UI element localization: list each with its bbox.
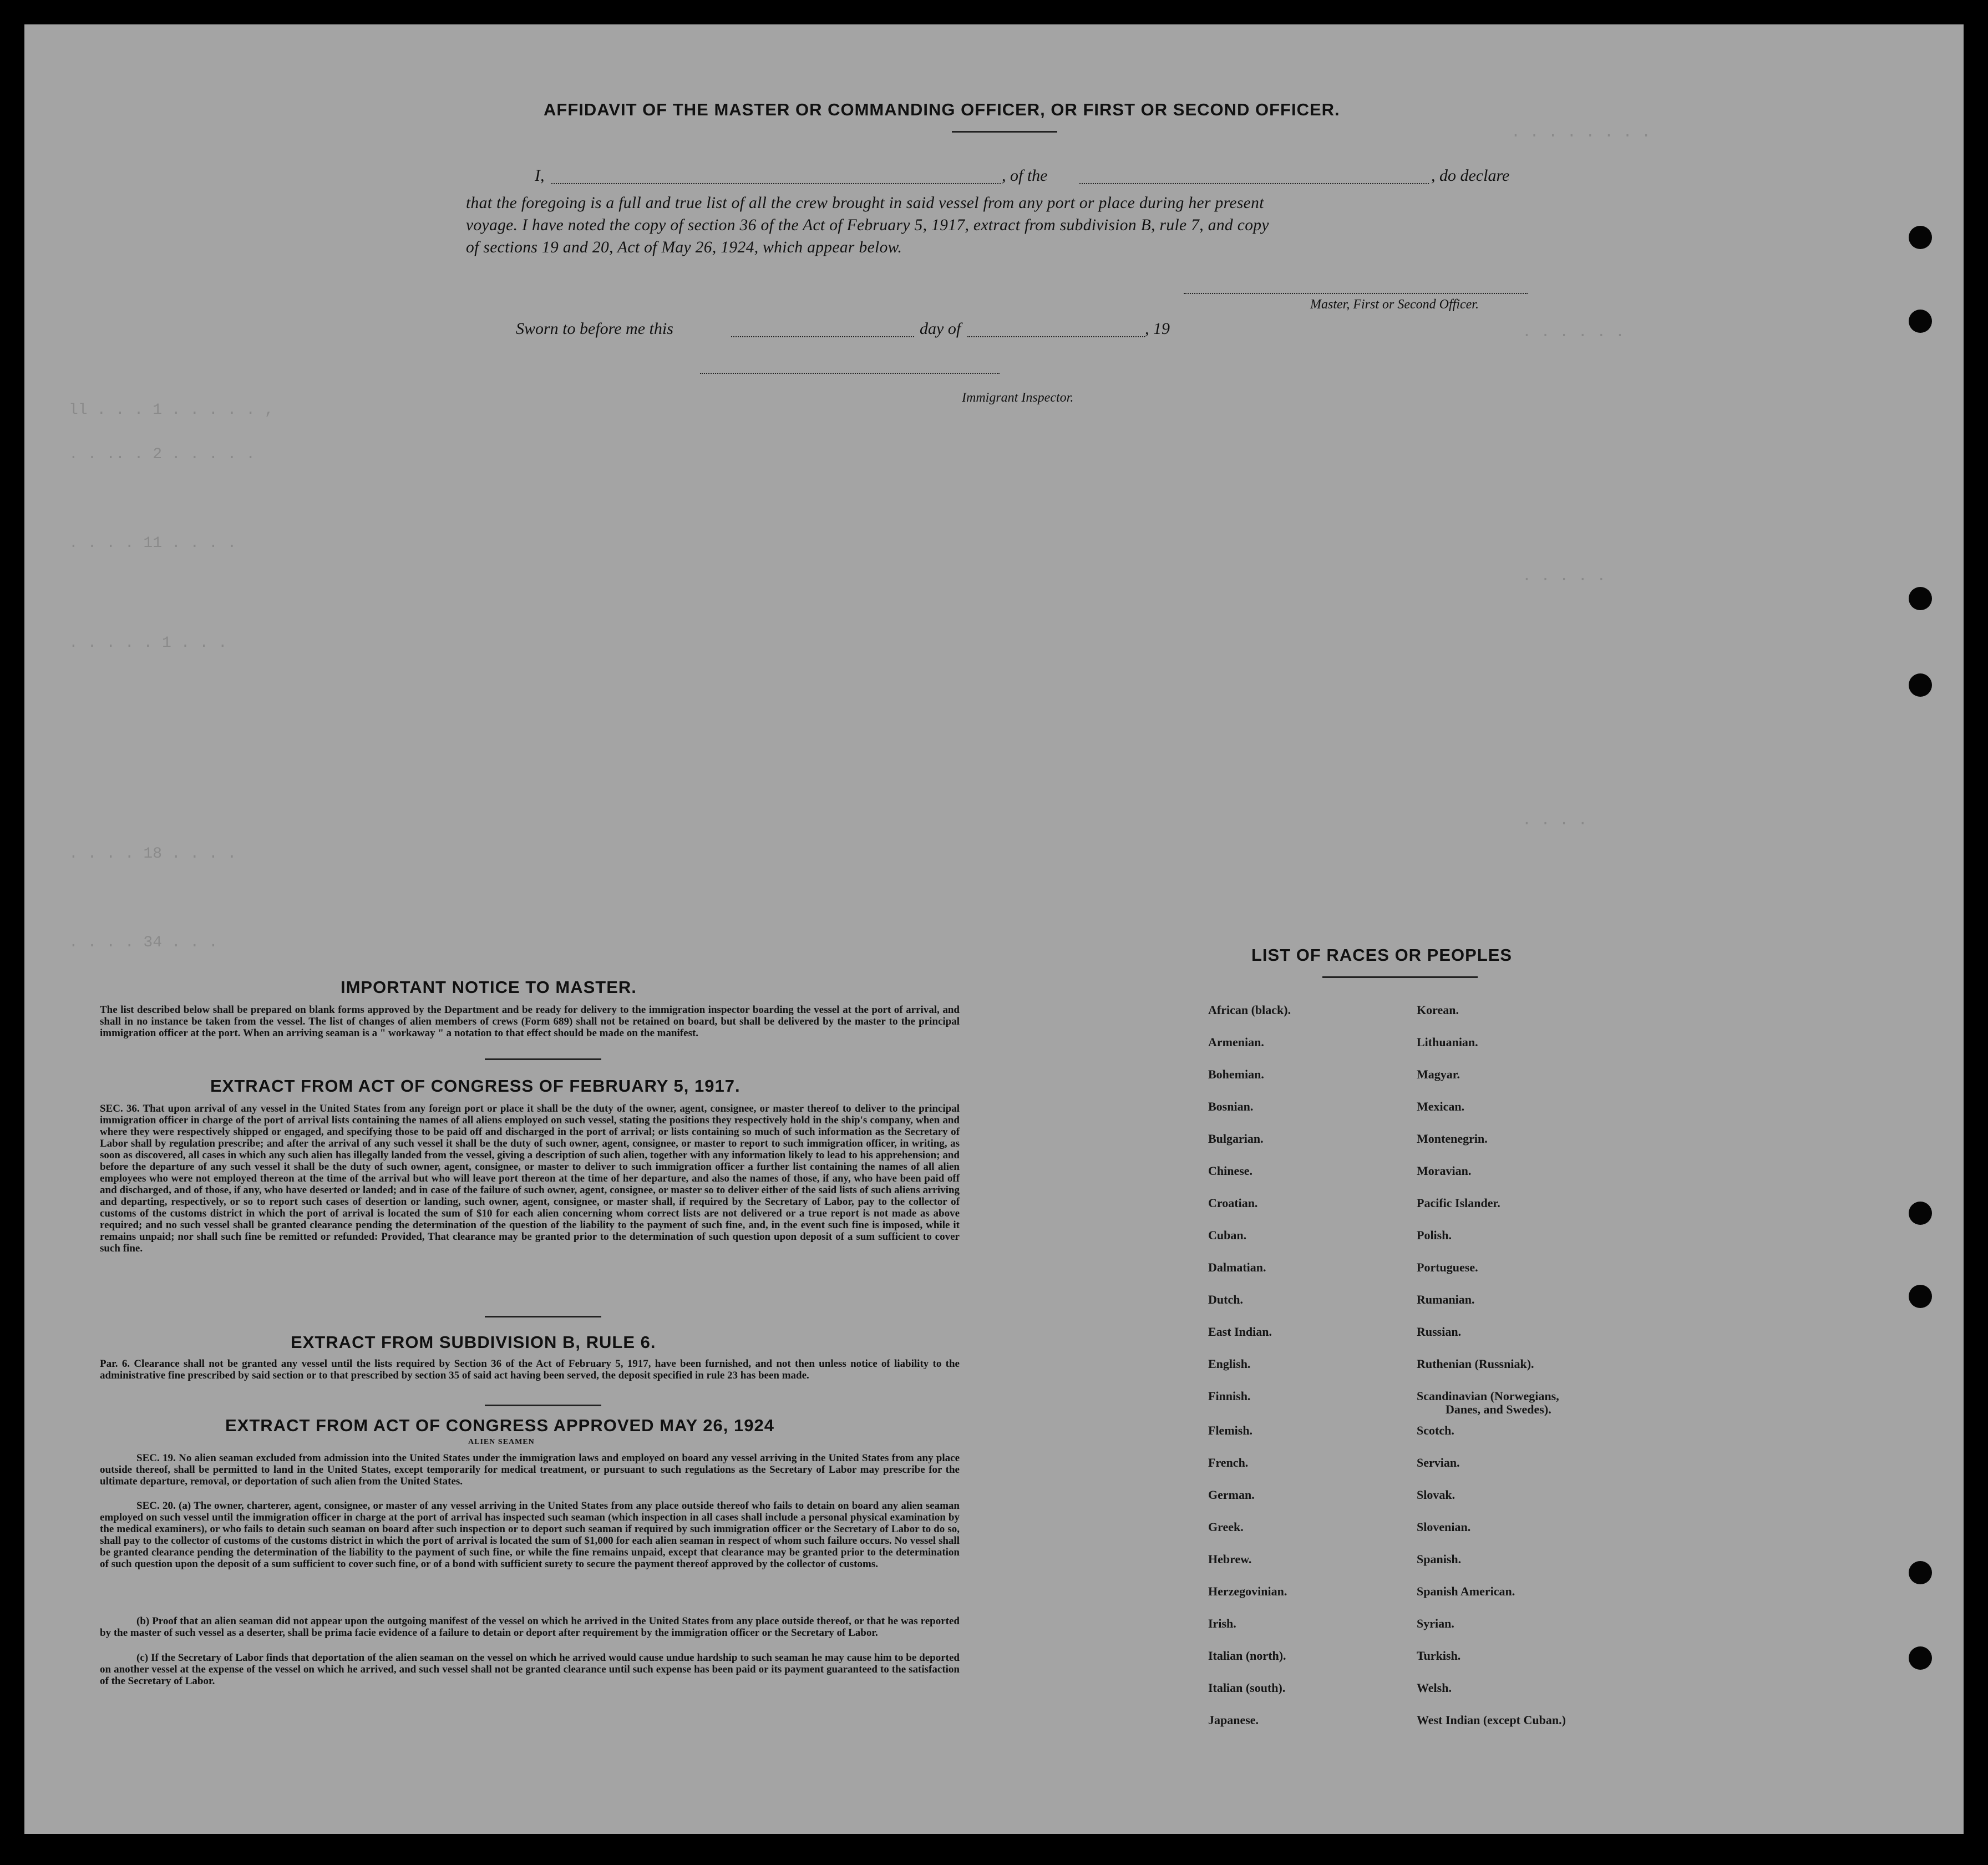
race-item: Polish. [1417,1228,1452,1242]
race-item: Slovak. [1417,1488,1456,1502]
race-item: German. [1208,1488,1255,1502]
signature-caption: Master, First or Second Officer. [1310,297,1479,312]
affidavit-body-line-3: of sections 19 and 20, Act of May 26, 1924, which appear below. [466,239,902,256]
race-item: Japanese. [1208,1713,1259,1727]
race-item: Scandinavian (Norwegians, [1417,1389,1559,1403]
race-item: Korean. [1417,1003,1459,1017]
race-item: Syrian. [1417,1616,1454,1630]
extract-1917-text: SEC. 36. That upon arrival of any vessel in the United States from any foreign port or place it shall be the duty of the owner, agent, consignee, or master thereof to deliver to the principal immigration officer in charge of the port of arrival lists containing the names of all aliens employed on such vessel, stating the positions they respectively hold in the ship's company, when and where they were respectively shipped or engaged, and specifying those to be paid off and discharged in the port of arrival; or lists containing so much of such information as the Secretary of Labor shall by regulation prescribe; and after the arrival of any such vessel it shall be the duty of such owner, agent, consignee, or master to report to such immigration officer, in writing, as soon as discovered, all cases in which any such alien has illegally landed from the vessel, giving a description of such alien, together with any information likely to lead to his apprehension; and before the departure of any such vessel it shall be the duty of such owner, agent, consignee, or master to deliver to such immigration officer a further list containing the names of all alien employees who were not employed thereon at the time of the arrival but who will leave port thereon at the time of her departure, and also the names of those, if any, who have been paid off and discharged, and of those, if any, who have deserted or landed; and in case of the failure of such owner, agent, consignee, or master so to deliver either of the said lists of such aliens arriving and departing, respectively, or so to report such cases of desertion or landing, such owner, agent, consignee, or master shall, if required by the Secretary of Labor, pay to the collector of customs of the customs district in which the port of arrival is located the sum of $10 for each alien concerning whom correct lists are not delivered or a true report is not made as above required; and no such vessel shall be granted clearance pending the determination of the question of the liability to the payment of such fine, and, in the event such fine is imposed, while it remains unpaid; nor shall such fine be remitted or refunded: Provided, That clearance may be granted prior to the determination of such question upon deposit of a sum sufficient to cover such fine. [100,1103,960,1254]
year-prefix: , 19 [1145,320,1170,338]
divider [485,1058,601,1060]
inspector-signature-line[interactable] [700,373,1000,374]
race-item-continuation: Danes, and Swedes). [1446,1402,1551,1416]
race-item: Servian. [1417,1456,1460,1469]
affidavit-of-the-label: , of the [1002,166,1048,185]
extract-1917-title: EXTRACT FROM ACT OF CONGRESS OF FEBRUARY 5, 1917. [210,1076,741,1096]
binder-hole [1909,1285,1932,1308]
race-item: Pacific Islander. [1417,1196,1500,1210]
race-item: Italian (south). [1208,1681,1286,1695]
race-item: Flemish. [1208,1423,1253,1437]
race-item: Spanish. [1417,1552,1462,1566]
extract-1924-sec19: SEC. 19. No alien seaman excluded from admission into the United States under the immigration laws and employed on board any vessel arriving in the United States from any place outside thereof, shall be permitted to land in the United States, except temporarily for medical treatment, or pursuant to such regulations as the Secretary of Labor may prescribe for the ultimate departure, removal, or deportation of such alien from the United States. [100,1452,960,1487]
race-item: Mexican. [1417,1099,1465,1113]
race-item: Chinese. [1208,1164,1253,1178]
race-item: Russian. [1417,1325,1462,1339]
race-item: Lithuanian. [1417,1035,1478,1049]
notice-text: The list described below shall be prepared on blank forms approved by the Department and be ready for delivery to the immigration inspector boarding the vessel at the port of arrival, and shall in no instance be taken from the vessel. The list of changes of alien members of crews (Form 689) shall not be retained on board, but shall be delivered by the master to the principal immigration officer at the port. When an arriving seaman is a " workaway " a notation to that effect should be made on the manifest. [100,1004,960,1039]
race-item: Spanish American. [1417,1584,1515,1598]
race-item: West Indian (except Cuban.) [1417,1713,1566,1727]
divider [485,1316,601,1317]
sworn-day-line[interactable] [731,336,914,337]
race-item: Armenian. [1208,1035,1264,1049]
race-item: Scotch. [1417,1423,1454,1437]
affidavit-i-label: I, [535,166,545,185]
race-item: Bosnian. [1208,1099,1254,1113]
extract-1924-sec20c: (c) If the Secretary of Labor finds that deportation of the alien seaman on the vessel on which he arrived would cause undue hardship to such seaman he may cause him to be deported on another vessel at the expense of the vessel on which he arrived, and such vessel shall not be granted clearance until such expense has been paid or its payment guaranteed to the satisfaction of the Secretary of Labor. [100,1652,960,1687]
race-item: Croatian. [1208,1196,1258,1210]
affidavit-body-line-1: that the foregoing is a full and true list of all the crew brought in said vessel from any port or place during her present [466,194,1264,212]
affidavit-do-declare: , do declare [1431,166,1510,185]
race-item: East Indian. [1208,1325,1272,1339]
binder-hole [1909,587,1932,610]
binder-hole [1909,226,1932,249]
affidavit-title: AFFIDAVIT OF THE MASTER OR COMMANDING OFFICER, OR FIRST OR SECOND OFFICER. [544,100,1340,119]
affidavit-body-line-2: voyage. I have noted the copy of section 36 of the Act of February 5, 1917, extract from subdivision B, rule 7, and copy [466,216,1269,234]
race-item: English. [1208,1357,1251,1371]
binder-hole [1909,310,1932,333]
race-item: Portuguese. [1417,1260,1478,1274]
extract-rule6-title: EXTRACT FROM SUBDIVISION B, RULE 6. [291,1332,656,1352]
race-item: Irish. [1208,1616,1236,1630]
race-item: Slovenian. [1417,1520,1471,1534]
notice-title: IMPORTANT NOTICE TO MASTER. [341,977,637,997]
race-item: Cuban. [1208,1228,1247,1242]
race-item: Hebrew. [1208,1552,1252,1566]
race-item: French. [1208,1456,1249,1469]
race-item: Turkish. [1417,1649,1461,1663]
binder-hole [1909,673,1932,697]
race-item: Bohemian. [1208,1067,1264,1081]
races-title: LIST OF RACES OR PEOPLES [1251,945,1513,965]
race-item: Welsh. [1417,1681,1452,1695]
divider [952,131,1057,133]
extract-1924-sec20b: (b) Proof that an alien seaman did not appear upon the outgoing manifest of the vessel on which he arrived in the United States from any place outside thereof, or that he was reported by the master of such vessel as a deserter, shall be prima facie evidence of a failure to detain or deport after requirement by the immigration officer or the Secretary of Labor. [100,1615,960,1639]
divider [485,1405,601,1406]
race-item: African (black). [1208,1003,1291,1017]
race-item: Rumanian. [1417,1293,1475,1306]
inspector-caption: Immigrant Inspector. [962,391,1074,405]
race-item: Bulgarian. [1208,1132,1264,1146]
sworn-month-line[interactable] [967,336,1145,337]
binder-hole [1909,1561,1932,1584]
divider [1322,976,1478,978]
race-item: Dalmatian. [1208,1260,1266,1274]
race-item: Moravian. [1417,1164,1472,1178]
name-field-line[interactable] [551,183,1001,184]
vessel-field-line[interactable] [1079,183,1429,184]
race-item: Finnish. [1208,1389,1251,1403]
day-of-label: day of [920,320,961,338]
extract-1924-subtitle: ALIEN SEAMEN [468,1438,535,1446]
race-item: Greek. [1208,1520,1244,1534]
race-item: Herzegovinian. [1208,1584,1287,1598]
race-item: Montenegrin. [1417,1132,1488,1146]
document-sheet: ll . . . 1 . . . . . , . . .. . 2 . . . . . . . . . 11 . . . . . . . . . 1 . . . . . . . 18 . . . . . . . . 34 . . . . . . . . . . . . . . . . . . . . . . . . . . AFFIDAVIT OF THE MASTER OR COMMANDING OFFICER, OR FIRST OR SECOND OFFICER. I, , of the , do declare that the foregoing is a full and true list of all the crew brought in said vessel from any port or place during her present voyage. I have noted the copy of section 36 of the Act of February 5, 1917, extract from subdivision B, rule 7, and copy of sections 19 and 20, Act of May 26, 1924, which appear below. Master, First or Second Officer. Sworn to before me this day of , 19 Immigrant Inspector. IMPORTANT NOTICE TO MASTER. The list described below shall be prepared on blank forms approved by the Department and be ready for delivery to the immigration inspector boarding the vessel at the port of arrival, and shall in no instance be taken from the vessel. The list of changes of alien members of crews (Form 689) shall not be retained on board, but shall be delivered by the master to the principal immigration officer at the port. When an arriving seaman is a " workaway " a notation to that effect should be made on the manifest. EXTRACT FROM ACT OF CONGRESS OF FEBRUARY 5, 1917. SEC. 36. That upon arrival of any vessel in the United States from any foreign port or place it shall be the duty of the owner, agent, consignee, or master thereof to deliver to the principal immigration officer in charge of the port of arrival lists containing the names of all aliens employed on such vessel, stating the positions they respectively hold in the ship's company, when and where they were respectively shipped or engaged, and specifying those to be paid off and discharged in the port of arrival; or lists containing so much of such information as the Secretary of Labor shall by regulation prescribe; and after the arrival of any such vessel it shall be the duty of such owner, agent, consignee, or master to report to such immigration officer, in writing, as soon as discovered, all cases in which any such alien has illegally landed from the vessel, giving a description of such alien, together with any information likely to lead to his apprehension; and before the departure of any such vessel it shall be the duty of such owner, agent, consignee, or master to deliver to such immigration officer a further list containing the names of all alien employees who were not employed thereon at the time of the arrival but who will leave port thereon at the time of her departure, and also the names of those, if any, who have been paid off and discharged, and of those, if any, who have deserted or landed; and in case of the failure of such owner, agent, consignee, or master so to deliver either of the said lists of such aliens arriving and departing, respectively, or so to report such cases of desertion or landing, such owner, agent, consignee, or master shall, if required by the Secretary of Labor, pay to the collector of customs of the customs district in which the port of arrival is located the sum of $10 for each alien concerning whom correct lists are not delivered or a true report is not made as above required; and no such vessel shall be granted clearance pending the determination of the question of the liability to the payment of such fine, and, in the event such fine is imposed, while it remains unpaid; nor shall such fine be remitted or refunded: Provided, That clearance may be granted prior to the determination of such question upon deposit of a sum sufficient to cover such fine. EXTRACT FROM SUBDIVISION B, RULE 6. Par. 6. Clearance shall not be granted any vessel until the lists required by Section 36 of the Act of February 5, 1917, have been furnished, and not then unless notice of liability to the administrative fine prescribed by said section or to that prescribed by section 35 of said act having been served, the deposit specified in rule 23 has been made. EXTRACT FROM ACT OF CONGRESS APPROVED MAY 26, 1924 ALIEN SEAMEN SEC. 19. No alien seaman excluded from admission into the United States under the immigration laws and employed on board any vessel arriving in the United States from any place outside thereof, shall be permitted to land in the United States, except temporarily for medical treatment, or pursuant to such regulations as the Secretary of Labor may prescribe for the ultimate departure, removal, or deportation of such alien from the United States. SEC. 20. (a) The owner, charterer, agent, consignee, or master of any vessel arriving in the United States from any place outside thereof who fails to detain on board any alien seaman employed on such vessel until the immigration officer in charge at the port of arrival has inspected such seaman (which inspection in all cases shall include a personal physical examination by the medical examiners), or who fails to detain such seaman on board after such inspection or to deport such seaman if required by such immigration officer or the Secretary of Labor to do so, shall pay to the collector of customs of the customs district in which the port of arrival is located the sum of $1,000 for each alien seaman in respect of whom such failure occurs. No vessel shall be granted clearance pending the determination of the liability to the payment of such fine, or while the fine remains unpaid, except that clearance may be granted prior to the determination of such question upon the deposit of a sum sufficient to cover such fine, or of a bond with sufficient surety to secure the payment thereof approved by the collector of customs. (b) Proof that an alien seaman did not appear upon the outgoing manifest of the vessel on which he arrived in the United States from any place outside thereof, or that he was reported by the master of such vessel as a deserter, shall be prima facie evidence of a failure to detain or deport after requirement by the immigration officer or the Secretary of Labor. (c) If the Secretary of Labor finds that deportation of the alien seaman on the vessel on which he arrived would cause undue hardship to such seaman he may cause him to be deported on another vessel at the expense of the vessel on which he arrived, and such vessel shall not be granted clearance until such expense has been paid or its payment guaranteed to the satisfaction of the Secretary of Labor. LIST OF RACES OR PEOPLES African (black). Armenian. Bohemian. Bosnian. Bulgarian. Chinese. Croatian. Cuban. Dalmatian. Dutch. East Indian. English. Finnish. Flemish. French. German. Greek. Hebrew. Herzegovinian. Irish. Italian (north). Italian (south). Japanese. Korean. Lithuanian. Magyar. Mexican. Montenegrin. Moravian. Pacific Islander. Polish. Portuguese. Rumanian. Russian. Ruthenian (Russniak). Scandinavian (Norwegians, Danes, and Swedes). Scotch. Servian. Slovak. Slovenian. Spanish. Spanish American. Syrian. Turkish. Welsh. West Indian (except Cuban.) [24,24,1964,1834]
race-item: Italian (north). [1208,1649,1286,1663]
extract-rule6-text: Par. 6. Clearance shall not be granted any vessel until the lists required by Section 36 of the Act of February 5, 1917, have been furnished, and not then unless notice of liability to the administrative fine prescribed by said section or to that prescribed by section 35 of said act having been served, the deposit specified in rule 23 has been made. [100,1358,960,1381]
binder-hole [1909,1202,1932,1225]
extract-1924-title: EXTRACT FROM ACT OF CONGRESS APPROVED MAY 26, 1924 [225,1416,774,1435]
extract-1924-sec20a: SEC. 20. (a) The owner, charterer, agent, consignee, or master of any vessel arriving in the United States from any place outside thereof who fails to detain on board any alien seaman employed on such vessel until the immigration officer in charge at the port of arrival has inspected such seaman (which inspection in all cases shall include a personal physical examination by the medical examiners), or who fails to detain such seaman on board after such inspection or to deport such seaman if required by such immigration officer or the Secretary of Labor to do so, shall pay to the collector of customs of the customs district in which the port of arrival is located the sum of $1,000 for each alien seaman in respect of whom such failure occurs. No vessel shall be granted clearance pending the determination of the liability to the payment of such fine, or while the fine remains unpaid, except that clearance may be granted prior to the determination of such question upon the deposit of a sum sufficient to cover such fine, or of a bond with sufficient surety to secure the payment thereof approved by the collector of customs. [100,1500,960,1570]
race-item: Ruthenian (Russniak). [1417,1357,1534,1371]
race-item: Dutch. [1208,1293,1243,1306]
binder-hole [1909,1646,1932,1670]
sworn-label: Sworn to before me this [516,320,673,338]
race-item: Magyar. [1417,1067,1460,1081]
signature-field-line[interactable] [1184,293,1528,294]
